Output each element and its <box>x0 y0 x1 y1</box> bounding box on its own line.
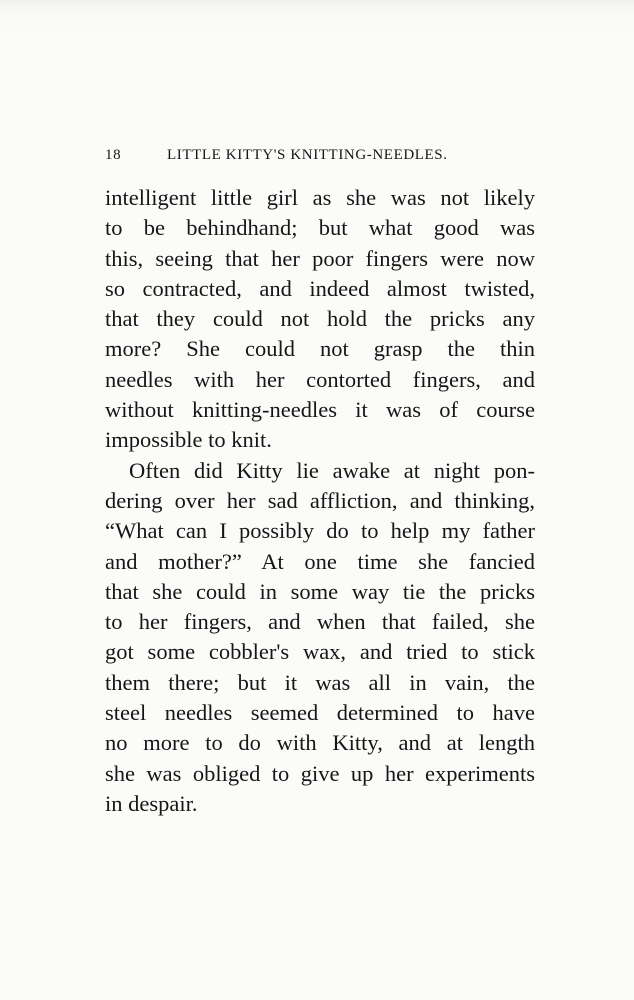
text-line: Often did Kitty lie awake at night pon- <box>129 457 535 483</box>
text-line: steel needles seemed determined to have <box>105 700 535 726</box>
page-header <box>105 147 535 169</box>
text-line: to be behindhand; but what good was <box>105 215 535 241</box>
text-line: needles with her contorted fingers, and <box>105 366 535 392</box>
text-line: that they could not hold the pricks any <box>105 306 535 332</box>
page-number: 18 <box>105 147 122 163</box>
text-line: this, seeing that her poor fingers were now <box>105 245 535 271</box>
text-line: she was obliged to give up her experiments <box>105 760 535 786</box>
text-line: more? She could not grasp the thin <box>105 336 535 362</box>
text-line: dering over her sad affliction, and thinking, <box>105 487 535 513</box>
body-text <box>105 183 535 819</box>
text-line: “What can I possibly do to help my father <box>105 518 535 544</box>
text-line: without knitting-needles it was of course <box>105 397 535 423</box>
text-line: in despair. <box>105 790 198 816</box>
text-line: to her fingers, and when that failed, she <box>105 609 535 635</box>
text-line: no more to do with Kitty, and at length <box>105 730 535 756</box>
text-line: impossible to knit. <box>105 427 272 453</box>
text-line: that she could in some way tie the pricks <box>105 578 535 604</box>
text-line: got some cobbler's wax, and tried to stick <box>105 639 535 665</box>
text-line: them there; but it was all in vain, the <box>105 669 535 695</box>
text-line: intelligent little girl as she was not likely <box>105 185 535 210</box>
text-line: and mother?” At one time she fancied <box>105 548 535 574</box>
running-title: LITTLE KITTY'S KNITTING-NEEDLES. <box>167 147 448 163</box>
text-line: so contracted, and indeed almost twisted, <box>105 275 535 301</box>
